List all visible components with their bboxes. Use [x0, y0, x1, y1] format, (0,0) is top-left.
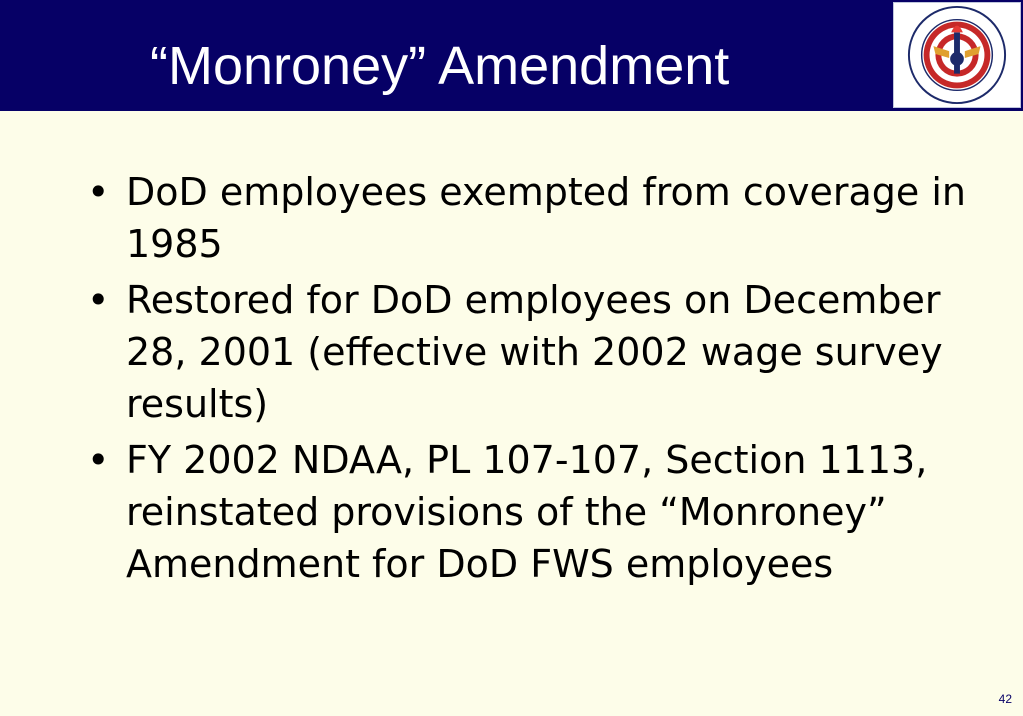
bullet-dot: •: [87, 438, 110, 482]
bullet-text: Restored for DoD employees on December 28, 2001 (effective with 2002 wage survey results): [126, 278, 943, 426]
bullet-list: [87, 166, 967, 594]
bullet-item: [87, 434, 967, 590]
cpms-seal-icon: [894, 3, 1020, 107]
title-bar: [0, 0, 1023, 111]
bullet-text: DoD employees exempted from coverage in 1985: [126, 170, 966, 266]
bullet-dot: •: [87, 170, 110, 214]
slide-title: “Monroney” Amendment: [150, 36, 730, 96]
bullet-dot: •: [87, 278, 110, 322]
page-number: 42: [998, 692, 1012, 706]
logo-box: [893, 2, 1021, 108]
bullet-text: FY 2002 NDAA, PL 107-107, Section 1113, reinstated provisions of the “Monroney” Amendment for DoD FWS employees: [126, 438, 928, 586]
bullet-item: [87, 166, 967, 270]
bullet-item: [87, 274, 967, 430]
